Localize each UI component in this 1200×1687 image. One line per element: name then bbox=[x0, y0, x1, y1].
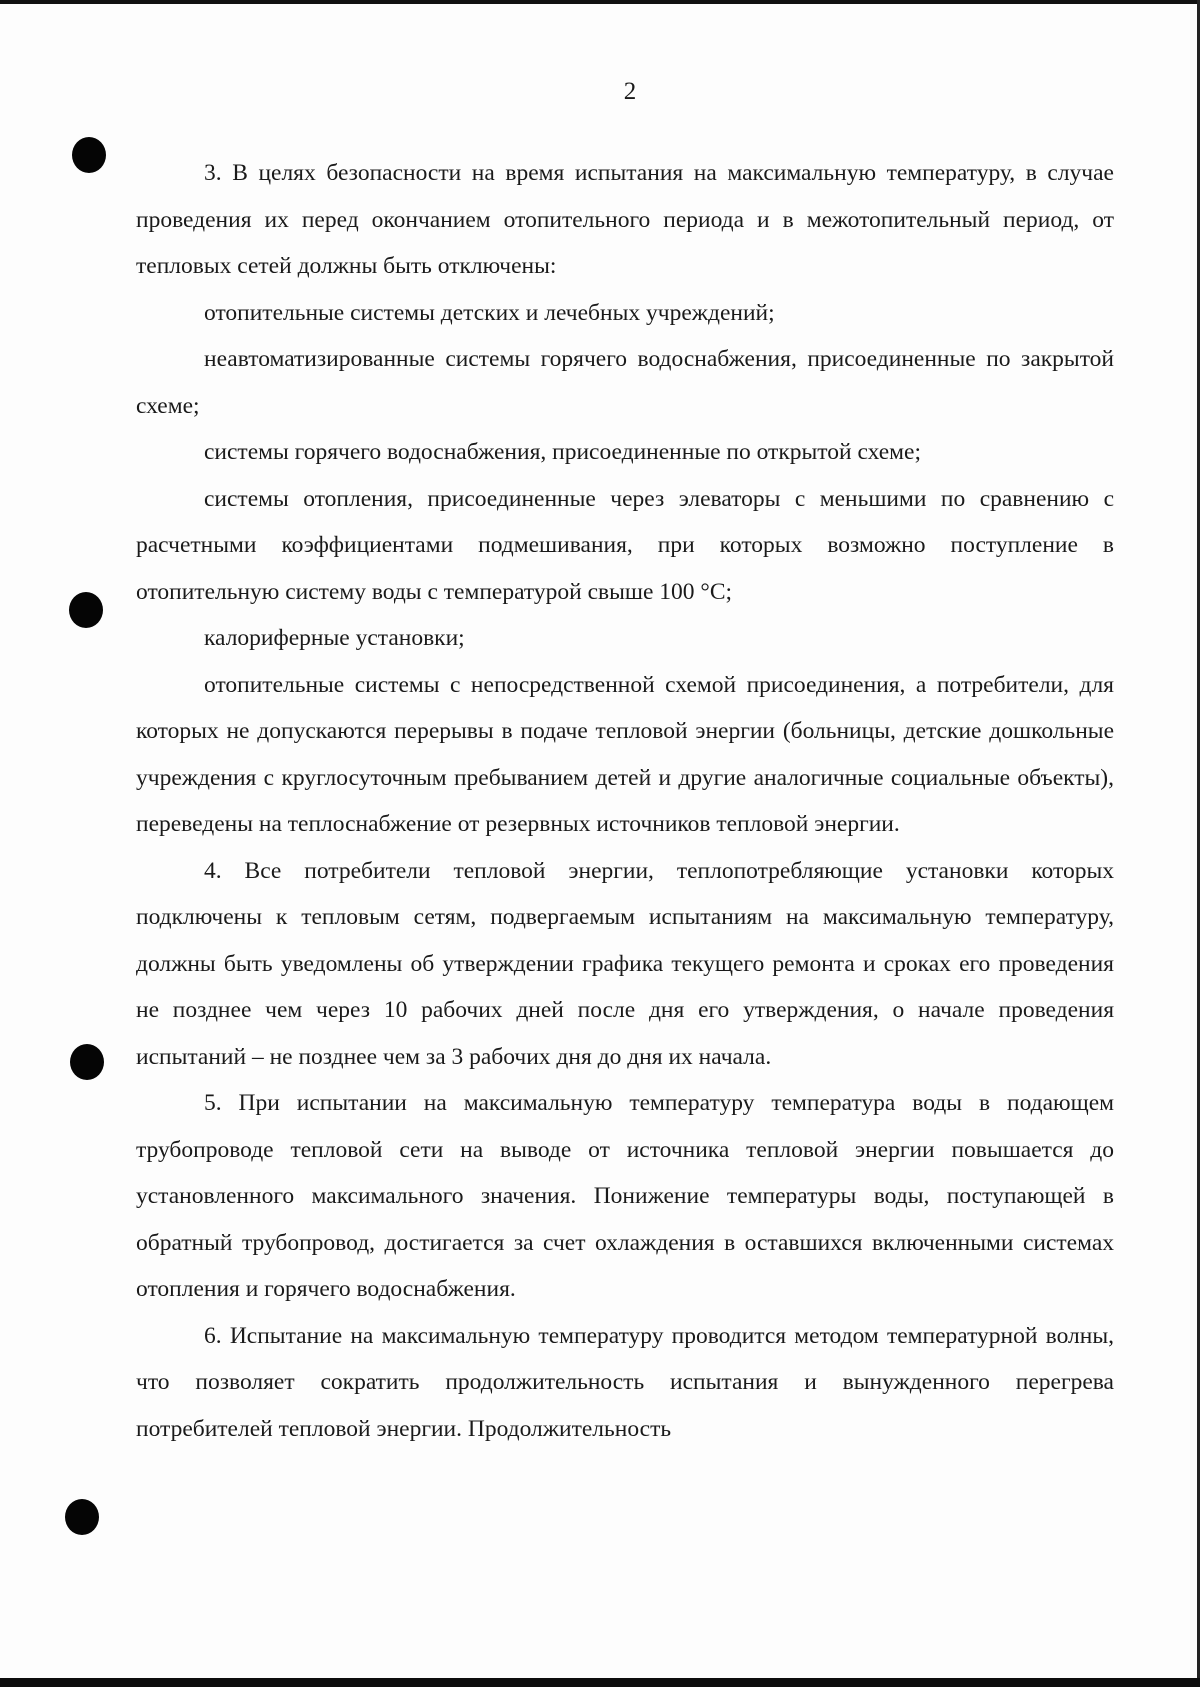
scan-edge-bottom bbox=[0, 1678, 1200, 1687]
paragraph-3: 3. В целях безопасности на время испытания на максимальную температуру, в случае проведения их перед окончанием отопительного периода и в межотопительный период, от тепловых сетей должны быть отключены: bbox=[136, 160, 1114, 279]
page-number: 2 bbox=[623, 78, 637, 105]
punch-hole-icon bbox=[69, 592, 103, 628]
punch-hole-icon bbox=[70, 1044, 104, 1080]
scan-edge-top bbox=[0, 0, 1200, 4]
paragraph-list-item: системы горячего водоснабжения, присоединенные по открытой схеме; bbox=[204, 439, 921, 465]
paragraph-list-item: неавтоматизированные системы горячего водоснабжения, присоединенные по закрытой схеме; bbox=[136, 346, 1114, 419]
paragraph-list-item: отопительные системы детских и лечебных учреждений; bbox=[204, 299, 775, 326]
paragraph-list-item: отопительные системы с непосредственной схемой присоединения, а потребители, для которых не допускаются перерывы в подаче тепловой энергии (больницы, детские дошкольные учреждения с круглосуточным пребыванием детей и другие аналогичные социальные объекты), переведены на теплоснабжение от резервных источников тепловой энергии. bbox=[136, 671, 1114, 837]
paragraph-6: 6. Испытание на максимальную температуру проводится методом температурной волны, что позволяет сократить продолжительность испытания и вынужденного перегрева потребителей тепловой энергии. Продолжительность bbox=[136, 1322, 1114, 1442]
punch-hole-icon bbox=[72, 137, 106, 173]
document-body bbox=[136, 150, 1114, 1452]
paragraph-4: 4. Все потребители тепловой энергии, теплопотребляющие установки которых подключены к тепловым сетям, подвергаемым испытаниям на максимальную температуру, должны быть уведомлены об утверждении графика текущего ремонта и сроках его проведения не позднее чем через 10 рабочих дней после дня его утверждения, о начале проведения испытаний – не позднее чем за 3 рабочих дня до дня их начала. bbox=[136, 857, 1114, 1070]
paragraph-5: 5. При испытании на максимальную температуру температура воды в подающем трубопроводе тепловой сети на выводе от источника тепловой энергии повышается до установленного максимального значения. Понижение температуры воды, поступающей в обратный трубопровод, достигается за счет охлаждения в оставшихся включенными системах отопления и горячего водоснабжения. bbox=[136, 1090, 1114, 1302]
punch-hole-icon bbox=[65, 1499, 99, 1535]
paragraph-list-item: калориферные установки; bbox=[204, 625, 465, 651]
paragraph-list-item: системы отопления, присоединенные через элеваторы с меньшими по сравнению с расчетными коэффициентами подмешивания, при которых возможно поступление в отопительную систему воды с температурой свыше 100 °С; bbox=[136, 485, 1114, 605]
